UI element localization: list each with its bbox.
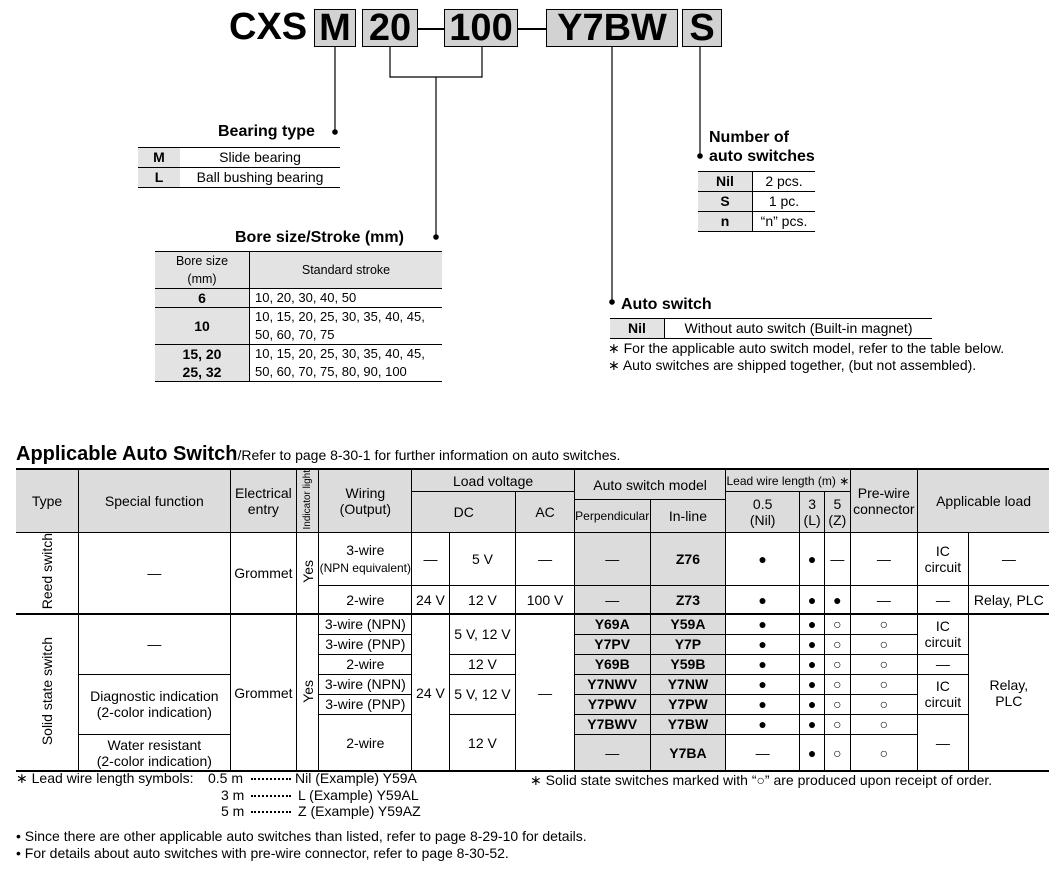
header-line: 5 xyxy=(833,496,842,513)
header-wiring xyxy=(319,469,412,533)
lead-5-mark: — xyxy=(825,533,850,586)
code-num-switches: S xyxy=(682,9,722,47)
model-inline: Y7BW xyxy=(650,714,726,734)
wiring-line: (NPN equivalent) xyxy=(319,560,412,575)
lead-05-mark: ● xyxy=(726,533,800,586)
dc-value: — xyxy=(412,533,449,586)
lead-5-mark: ○ xyxy=(825,694,850,714)
wiring: 2-wire xyxy=(319,654,412,674)
lead-3-mark: ● xyxy=(800,533,825,586)
load-ic: — xyxy=(918,714,968,771)
load-ic xyxy=(918,614,968,655)
load-line: PLC xyxy=(995,692,1023,709)
table-header-row xyxy=(16,469,1049,492)
table-row xyxy=(698,192,815,212)
model-perpendicular: — xyxy=(574,734,650,771)
prewire-value: ○ xyxy=(850,734,918,771)
lead-5-mark: ○ xyxy=(825,674,850,694)
bearing-type-table xyxy=(138,147,340,188)
prewire-value: ○ xyxy=(850,694,918,714)
prewire-value: ○ xyxy=(850,654,918,674)
model-perpendicular: — xyxy=(574,586,650,614)
model-inline: Y59A xyxy=(650,614,726,635)
load-relay: — xyxy=(968,533,1049,586)
dc-value: 5 V, 12 V xyxy=(449,674,516,714)
function-line: (2-color indication) xyxy=(96,752,212,769)
table-row xyxy=(155,289,442,308)
stroke-line: 50, 60, 70, 75 xyxy=(255,327,335,342)
header-lead-wire: Lead wire length (m) ∗ xyxy=(726,469,850,492)
header-line: 0.5 xyxy=(752,496,773,513)
auto-switch-title: Auto switch xyxy=(621,296,712,313)
title-line: auto switches xyxy=(709,148,815,165)
load-line: circuit xyxy=(924,694,962,711)
lead-05-mark: ● xyxy=(726,614,800,635)
type-solid xyxy=(16,614,79,772)
ac-value: — xyxy=(516,533,575,586)
auto-switch-table xyxy=(610,318,932,339)
table-row xyxy=(610,319,932,339)
header-line: Wiring xyxy=(345,485,386,502)
num-switches-table xyxy=(698,171,815,232)
lead-05-mark: ● xyxy=(726,654,800,674)
table-row xyxy=(138,168,340,188)
lead-3-mark: ● xyxy=(800,634,825,654)
lead-05-mark: ● xyxy=(726,586,800,614)
indicator-light-text: Yes xyxy=(299,679,316,703)
prewire-value: — xyxy=(850,533,918,586)
load-ic: — xyxy=(918,586,968,614)
load-line: Relay, xyxy=(989,676,1029,693)
stroke-line: 10, 15, 20, 25, 30, 35, 40, 45, xyxy=(255,346,425,361)
applicable-title xyxy=(16,443,620,466)
type-solid-text: Solid state switch xyxy=(39,636,56,746)
bore-size: 10 xyxy=(155,308,250,345)
electrical-entry: Grommet xyxy=(230,533,297,614)
model-perpendicular: Y69B xyxy=(574,654,650,674)
table-row xyxy=(698,172,815,192)
wiring: 3-wire (PNP) xyxy=(319,634,412,654)
lead-symbol-length: 5 m xyxy=(221,803,245,819)
lead-3-mark: ● xyxy=(800,714,825,734)
prewire-value: ○ xyxy=(850,614,918,635)
leader-dots xyxy=(251,778,291,780)
lead-symbol-example: Z (Example) Y59AZ xyxy=(298,803,421,819)
load-line: IC xyxy=(935,678,950,695)
header-perpendicular: Perpendicular xyxy=(574,500,650,533)
lead-5-mark: ○ xyxy=(825,614,850,635)
model-inline: Z76 xyxy=(650,533,726,586)
stroke-line: 50, 60, 70, 75, 80, 90, 100 xyxy=(255,364,407,379)
stroke-values xyxy=(250,308,443,345)
lead-3-mark: ● xyxy=(800,586,825,614)
applicable-subtitle: /Refer to page 8-30-1 for further information on auto switches. xyxy=(237,447,621,463)
load-line: IC xyxy=(935,543,950,560)
wiring: 2-wire xyxy=(319,586,412,614)
load-relay: Relay, PLC xyxy=(968,586,1049,614)
wiring: 3-wire (NPN) xyxy=(319,674,412,694)
model-perpendicular: Y7NWV xyxy=(574,674,650,694)
auto-switch-note: ∗ Auto switches are shipped together, (but not assembled). xyxy=(608,357,977,373)
bore-size: 6 xyxy=(155,289,250,308)
type-reed xyxy=(16,533,79,614)
wiring xyxy=(319,533,412,586)
special-function: — xyxy=(79,614,230,675)
load-line: circuit xyxy=(924,634,962,651)
footnote-bullet: • For details about auto switches with pre-wire connector, refer to page 8-30-52. xyxy=(16,845,509,861)
function-line: Diagnostic indication xyxy=(90,688,219,705)
header-load-voltage: Load voltage xyxy=(412,469,575,492)
bore-stroke-title: Bore size/Stroke (mm) xyxy=(235,229,404,246)
auto-switch-key: Nil xyxy=(610,319,665,339)
code-bore: 20 xyxy=(362,9,418,47)
prewire-value: ○ xyxy=(850,634,918,654)
header-indicator-light xyxy=(297,469,319,533)
lead-05-mark: — xyxy=(726,734,800,771)
bore-size xyxy=(155,345,250,382)
header-line: (Output) xyxy=(339,501,392,518)
wiring: 3-wire (PNP) xyxy=(319,694,412,714)
lead-5-mark: ○ xyxy=(825,714,850,734)
load-ic xyxy=(918,533,968,586)
lead-3-mark: ● xyxy=(800,674,825,694)
lead-5-mark: ○ xyxy=(825,634,850,654)
table-row xyxy=(155,308,442,345)
ac-value: — xyxy=(516,614,575,772)
bearing-value: Slide bearing xyxy=(180,148,340,168)
indicator-light-text: Yes xyxy=(299,560,316,584)
function-line: Water resistant xyxy=(107,736,202,753)
indicator-light xyxy=(297,614,319,772)
num-switches-title xyxy=(709,128,815,166)
num-value: 1 pc. xyxy=(753,192,816,212)
lead-symbol-example: Nil (Example) Y59A xyxy=(295,770,417,786)
num-key: Nil xyxy=(698,172,753,192)
bore-line: 25, 32 xyxy=(182,364,222,380)
header-type: Type xyxy=(16,469,79,533)
bearing-type-title: Bearing type xyxy=(218,123,315,140)
dc-value: 24 V xyxy=(412,586,449,614)
table-header-row xyxy=(155,252,442,289)
header-electrical-entry xyxy=(230,469,297,533)
load-ic xyxy=(918,674,968,714)
wiring: 2-wire xyxy=(319,714,412,771)
prewire-value: ○ xyxy=(850,674,918,694)
model-inline: Y59B xyxy=(650,654,726,674)
lead-05-mark: ● xyxy=(726,674,800,694)
header-lead-5 xyxy=(825,492,850,533)
header-special-function: Special function xyxy=(79,469,230,533)
bore-header: Bore size (mm) xyxy=(155,252,250,289)
dc-value: 12 V xyxy=(449,586,516,614)
type-reed-text: Reed switch xyxy=(39,533,56,610)
model-inline: Y7NW xyxy=(650,674,726,694)
num-value: 2 pcs. xyxy=(753,172,816,192)
lead-symbols-label: ∗ Lead wire length symbols: xyxy=(16,770,194,786)
model-perpendicular: Y69A xyxy=(574,614,650,635)
lead-05-mark: ● xyxy=(726,714,800,734)
title-line: Number of xyxy=(709,129,789,146)
lead-symbol-example: L (Example) Y59AL xyxy=(298,787,419,803)
wiring: 3-wire (NPN) xyxy=(319,614,412,635)
lead-3-mark: ● xyxy=(800,734,825,771)
lead-05-mark: ● xyxy=(726,694,800,714)
code-bearing: M xyxy=(314,9,356,47)
lead-5-mark: ● xyxy=(825,586,850,614)
wiring-line: 3-wire xyxy=(346,541,385,558)
bearing-key: L xyxy=(138,168,180,188)
model-inline: Z73 xyxy=(650,586,726,614)
model-perpendicular: — xyxy=(574,533,650,586)
stroke-values xyxy=(250,345,443,382)
model-perpendicular: Y7BWV xyxy=(574,714,650,734)
lead-symbol-length: 3 m xyxy=(221,787,245,803)
indicator-light xyxy=(297,533,319,614)
dc-value: 5 V xyxy=(449,533,516,586)
function-line: (2-color indication) xyxy=(96,704,212,721)
lead-symbol-length: 0.5 m xyxy=(208,770,244,786)
stroke-line: 10, 15, 20, 25, 30, 35, 40, 45, xyxy=(255,309,425,324)
header-line: (Z) xyxy=(828,512,847,529)
load-line: IC xyxy=(935,618,950,635)
leader-dots xyxy=(251,811,291,813)
header-line: (Nil) xyxy=(749,512,776,529)
num-key: n xyxy=(698,212,753,232)
header-prewire xyxy=(850,469,918,533)
lead-3-mark: ● xyxy=(800,654,825,674)
dc-value: 5 V, 12 V xyxy=(449,614,516,655)
load-line: circuit xyxy=(924,559,962,576)
num-value: “n” pcs. xyxy=(753,212,816,232)
special-function xyxy=(79,674,230,734)
special-function xyxy=(79,734,230,771)
header-line: entry xyxy=(247,501,279,518)
header-applicable-load: Applicable load xyxy=(918,469,1049,533)
header-ac: AC xyxy=(516,492,575,533)
lead-3-mark: ● xyxy=(800,694,825,714)
header-dc: DC xyxy=(412,492,516,533)
lead-5-mark: ○ xyxy=(825,734,850,771)
table-row xyxy=(16,533,1049,586)
model-inline: Y7BA xyxy=(650,734,726,771)
auto-switch-value: Without auto switch (Built-in magnet) xyxy=(665,319,933,339)
header-lead-05 xyxy=(726,492,800,533)
table-row xyxy=(16,614,1049,635)
applicable-title-text: Applicable Auto Switch xyxy=(16,443,238,465)
prewire-value: ○ xyxy=(850,714,918,734)
header-line: connector xyxy=(853,501,915,518)
leader-dots xyxy=(251,795,291,797)
header-indicator-light-text: Indicator light xyxy=(301,470,313,530)
code-stroke: 100 xyxy=(444,9,518,47)
table-row xyxy=(698,212,815,232)
num-key: S xyxy=(698,192,753,212)
lead-05-mark: ● xyxy=(726,634,800,654)
electrical-entry: Grommet xyxy=(230,614,297,772)
header-inline: In-line xyxy=(650,500,726,533)
auto-switch-note: ∗ For the applicable auto switch model, refer to the table below. xyxy=(608,340,1005,356)
load-ic: — xyxy=(918,654,968,674)
dc-value: 12 V xyxy=(449,654,516,674)
special-function: — xyxy=(79,533,230,614)
header-line: Pre-wire xyxy=(857,485,910,502)
bearing-key: M xyxy=(138,148,180,168)
load-relay xyxy=(968,614,1049,772)
lead-5-mark: ○ xyxy=(825,654,850,674)
header-line: (L) xyxy=(803,512,821,529)
stroke-values: 10, 20, 30, 40, 50 xyxy=(250,289,443,308)
model-inline: Y7PW xyxy=(650,694,726,714)
bore-stroke-table xyxy=(155,251,442,382)
lead-3-mark: ● xyxy=(800,614,825,635)
dc-value: 12 V xyxy=(449,714,516,771)
model-code-prefix: CXS xyxy=(229,6,308,48)
table-row xyxy=(155,345,442,382)
footnote-bullet: • Since there are other applicable auto switches than listed, refer to page 8-29-10 for details. xyxy=(16,828,587,844)
code-auto-switch: Y7BW xyxy=(546,9,678,47)
header-line: Electrical xyxy=(234,485,292,502)
bearing-value: Ball bushing bearing xyxy=(180,168,340,188)
table-row xyxy=(138,148,340,168)
header-model: Auto switch model xyxy=(574,469,725,500)
header-lead-3 xyxy=(800,492,825,533)
solid-state-note: ∗ Solid state switches marked with “○” are produced upon receipt of order. xyxy=(530,772,993,788)
model-inline: Y7P xyxy=(650,634,726,654)
prewire-value: — xyxy=(850,586,918,614)
stroke-header: Standard stroke xyxy=(250,252,443,289)
model-perpendicular: Y7PWV xyxy=(574,694,650,714)
applicable-switch-table xyxy=(16,468,1049,772)
dc-value: 24 V xyxy=(412,614,449,772)
header-line: 3 xyxy=(808,496,817,513)
ac-value: 100 V xyxy=(516,586,575,614)
bore-line: 15, 20 xyxy=(182,346,222,362)
model-perpendicular: Y7PV xyxy=(574,634,650,654)
